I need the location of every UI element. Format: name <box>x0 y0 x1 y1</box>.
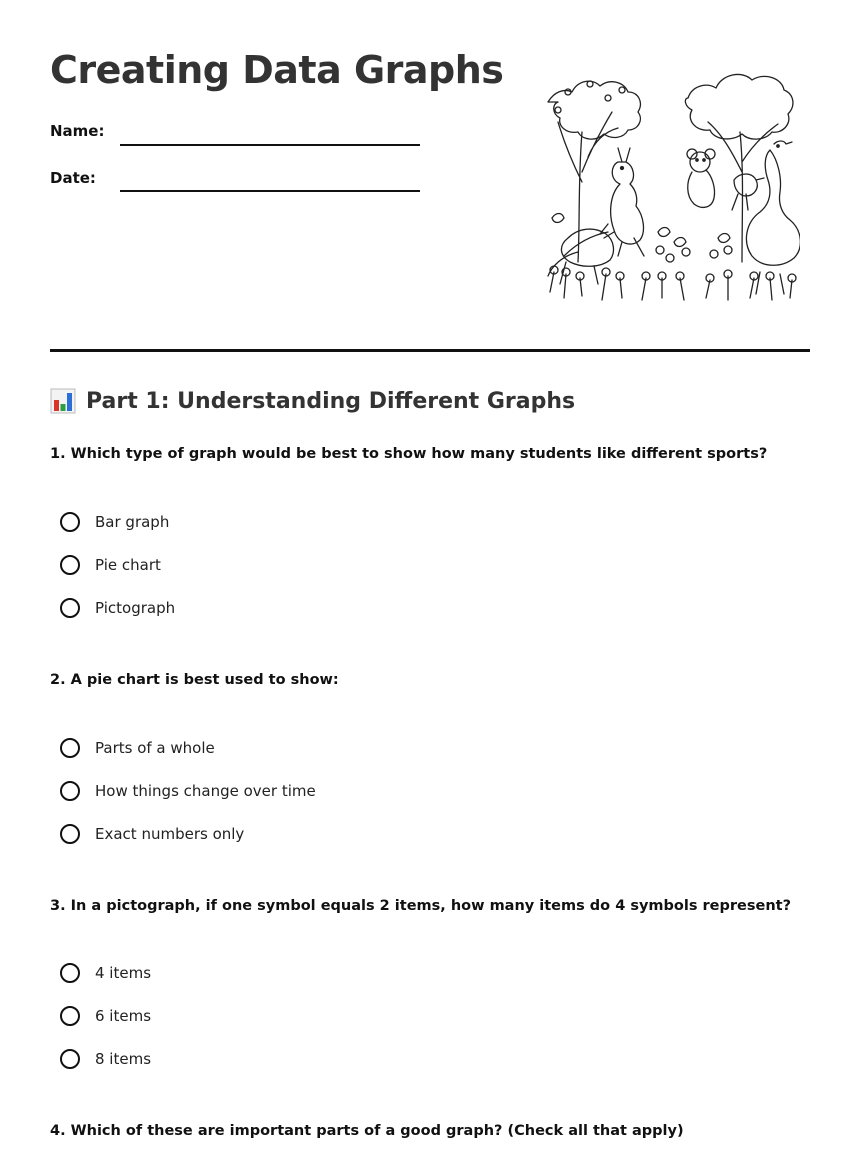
bar-chart-icon <box>50 388 76 414</box>
radio-circle-icon[interactable] <box>60 512 80 532</box>
option-label: Bar graph <box>95 513 170 531</box>
q1-option-2[interactable] <box>60 555 161 575</box>
option-label: Pictograph <box>95 599 176 617</box>
radio-circle-icon[interactable] <box>60 1006 80 1026</box>
radio-circle-icon[interactable] <box>60 598 80 618</box>
koala <box>687 149 715 207</box>
question-4: 4. Which of these are important parts of a good graph? (Check all that apply) <box>50 1123 684 1139</box>
worksheet-title: Creating Data Graphs <box>50 48 504 92</box>
question-1: 1. Which type of graph would be best to show how many students like different sports? <box>50 446 768 462</box>
radio-circle-icon[interactable] <box>60 963 80 983</box>
left-tree <box>548 81 640 262</box>
question-3: 3. In a pictograph, if one symbol equals 2 items, how many items do 4 symbols represent? <box>50 898 791 914</box>
bird <box>732 174 764 210</box>
right-tree <box>685 74 793 262</box>
option-label: Exact numbers only <box>95 825 245 843</box>
radio-circle-icon[interactable] <box>60 824 80 844</box>
name-line[interactable] <box>120 144 420 146</box>
animals-illustration <box>538 62 800 324</box>
section-heading <box>50 388 575 414</box>
question-2: 2. A pie chart is best used to show: <box>50 672 339 688</box>
option-label: 4 items <box>95 964 152 982</box>
option-label: 8 items <box>95 1050 152 1068</box>
q3-option-1[interactable] <box>60 963 151 983</box>
emu <box>746 141 800 294</box>
q2-option-2[interactable] <box>60 781 316 801</box>
q2-option-3[interactable] <box>60 824 244 844</box>
option-label: How things change over time <box>95 782 316 800</box>
option-label: 6 items <box>95 1007 152 1025</box>
radio-circle-icon[interactable] <box>60 781 80 801</box>
radio-circle-icon[interactable] <box>60 738 80 758</box>
q1-option-1[interactable] <box>60 512 169 532</box>
date-line[interactable] <box>120 190 420 192</box>
q3-option-3[interactable] <box>60 1049 151 1069</box>
q3-option-2[interactable] <box>60 1006 151 1026</box>
radio-circle-icon[interactable] <box>60 1049 80 1069</box>
q2-option-1[interactable] <box>60 738 215 758</box>
header-divider <box>50 349 810 352</box>
name-label: Name: <box>50 122 105 140</box>
option-label: Pie chart <box>95 556 161 574</box>
section-title: Part 1: Understanding Different Graphs <box>86 388 576 414</box>
radio-circle-icon[interactable] <box>60 555 80 575</box>
q1-option-3[interactable] <box>60 598 175 618</box>
flowers <box>550 214 796 301</box>
kangaroo <box>564 148 644 256</box>
date-label: Date: <box>50 169 96 187</box>
option-label: Parts of a whole <box>95 739 215 757</box>
